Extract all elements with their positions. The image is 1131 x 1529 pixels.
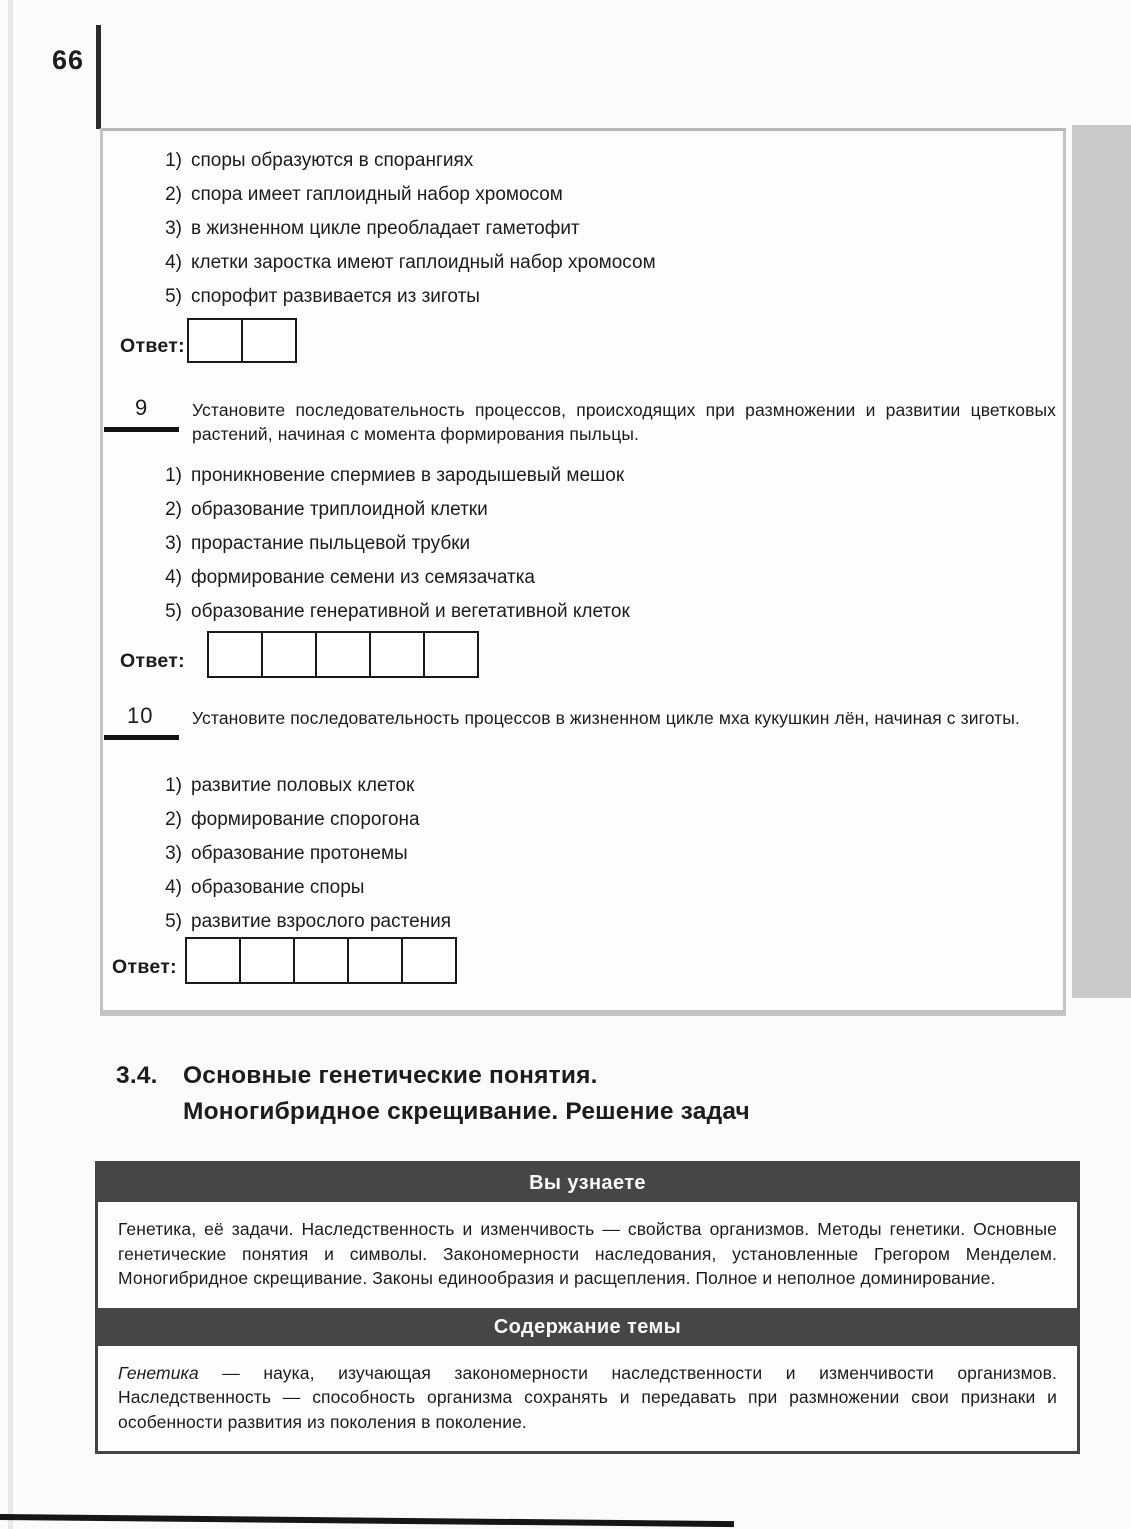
list-item xyxy=(152,144,656,178)
list-item xyxy=(152,803,451,837)
question9-number: 9 xyxy=(135,395,149,420)
page-number: 66 xyxy=(52,45,85,75)
answer-cell xyxy=(239,939,293,982)
list-item xyxy=(152,871,451,905)
list-item xyxy=(152,527,630,561)
answer-cell xyxy=(187,939,239,982)
item-text: споры образуются в спорангиях xyxy=(191,150,474,171)
item-number: 4) xyxy=(165,877,182,898)
item-number: 3) xyxy=(165,218,182,239)
item-number: 4) xyxy=(165,252,182,273)
info-content-rest: — наука, изучающая закономерности наследственности и изменчивости организмов. Наследственность — способность организма сохранять и передавать при размножении свои признаки и особенности развития из поколения в поколение. xyxy=(118,1362,1057,1432)
info-header-learn: Вы узнаете xyxy=(98,1164,1077,1202)
answer-label: Ответ: xyxy=(112,956,177,978)
info-content-lead: Генетика xyxy=(118,1362,199,1383)
list-item xyxy=(152,905,451,939)
item-text: развитие взрослого растения xyxy=(191,911,452,932)
question9-options xyxy=(152,459,630,629)
question10-answer-row xyxy=(112,937,457,984)
info-panel xyxy=(95,1161,1080,1454)
answer-cells xyxy=(187,318,297,363)
list-item xyxy=(152,280,656,314)
list-item xyxy=(152,459,630,493)
answer-cell xyxy=(315,633,369,676)
item-text: спорофит развивается из зиготы xyxy=(191,286,480,307)
question9-number-rule xyxy=(104,427,179,432)
answer-label: Ответ: xyxy=(120,650,185,672)
item-number: 3) xyxy=(165,843,182,864)
item-number: 5) xyxy=(165,601,182,622)
question10-options xyxy=(152,769,451,939)
item-number: 2) xyxy=(165,809,182,830)
item-number: 3) xyxy=(165,533,182,554)
section-number: 3.4. xyxy=(116,1062,158,1089)
list-item xyxy=(152,212,656,246)
item-text: формирование семени из семязачатка xyxy=(191,567,535,588)
section-title xyxy=(183,1058,750,1130)
answer-cell xyxy=(189,320,241,361)
item-number: 1) xyxy=(165,150,182,171)
item-text: в жизненном цикле преобладает гаметофит xyxy=(191,218,580,239)
answer-cells xyxy=(207,631,479,678)
answer-cell xyxy=(369,633,423,676)
item-text: образование триплоидной клетки xyxy=(191,499,488,520)
answer-cell xyxy=(401,939,455,982)
question8-answer-row xyxy=(120,318,297,363)
questions-panel xyxy=(100,128,1066,1016)
question10-prompt: Установите последовательность процессов в жизненном цикле мха кукушкин лён, начиная с зиготы. xyxy=(192,708,1020,728)
item-text: образование споры xyxy=(191,877,365,898)
item-text: формирование спорогона xyxy=(191,809,420,830)
scan-bottom-artifact xyxy=(0,1514,734,1527)
section-heading xyxy=(116,1058,750,1130)
scan-shadow-band xyxy=(1072,125,1131,998)
list-item xyxy=(152,178,656,212)
list-item xyxy=(152,837,451,871)
item-text: спора имеет гаплоидный набор хромосом xyxy=(191,184,563,205)
item-number: 5) xyxy=(165,286,182,307)
question10-number-rule xyxy=(104,735,179,740)
answer-cell xyxy=(261,633,315,676)
item-text: образование протонемы xyxy=(191,843,408,864)
item-number: 4) xyxy=(165,567,182,588)
answer-cell xyxy=(423,633,477,676)
item-text: развитие половых клеток xyxy=(191,775,415,796)
info-header-content: Содержание темы xyxy=(98,1308,1077,1346)
scan-edge-artifact xyxy=(8,0,13,1529)
item-text: проникновение спермиев в зародышевый мешок xyxy=(191,465,625,486)
section-title-line1: Основные генетические понятия. xyxy=(183,1062,598,1089)
answer-cell xyxy=(293,939,347,982)
list-item xyxy=(152,561,630,595)
list-item xyxy=(152,595,630,629)
item-number: 1) xyxy=(165,775,182,796)
item-number: 5) xyxy=(165,911,182,932)
question9-prompt: Установите последовательность процессов, происходящих при размножении и развитии цветковых растений, начиная с момента формирования пыльцы. xyxy=(192,400,1056,444)
info-text-learn: Генетика, её задачи. Наследственность и изменчивость — свойства организмов. Методы генетики. Основные генетические понятия и символы. Закономерности наследования, установленные Грегором Менделем. Моногибридное скрещивание. Законы единообразия и расщепления. Полное и неполное доминирование. xyxy=(118,1219,1057,1288)
page-corner-rule xyxy=(96,25,101,129)
question9-answer-row xyxy=(120,631,479,678)
question8-options xyxy=(152,144,656,314)
item-text: образование генеративной и вегетативной клеток xyxy=(191,601,630,622)
info-text-content xyxy=(98,1346,1077,1452)
answer-cells xyxy=(185,937,457,984)
question10-number: 10 xyxy=(127,703,154,728)
answer-cell xyxy=(347,939,401,982)
answer-label: Ответ: xyxy=(120,335,185,357)
item-text: клетки заростка имеют гаплоидный набор хромосом xyxy=(191,252,656,273)
item-number: 2) xyxy=(165,184,182,205)
item-text: прорастание пыльцевой трубки xyxy=(191,533,471,554)
item-number: 2) xyxy=(165,499,182,520)
item-number: 1) xyxy=(165,465,182,486)
list-item xyxy=(152,493,630,527)
answer-cell xyxy=(209,633,261,676)
answer-cell xyxy=(241,320,295,361)
list-item xyxy=(152,246,656,280)
list-item xyxy=(152,769,451,803)
section-title-line2: Моногибридное скрещивание. Решение задач xyxy=(183,1098,750,1125)
